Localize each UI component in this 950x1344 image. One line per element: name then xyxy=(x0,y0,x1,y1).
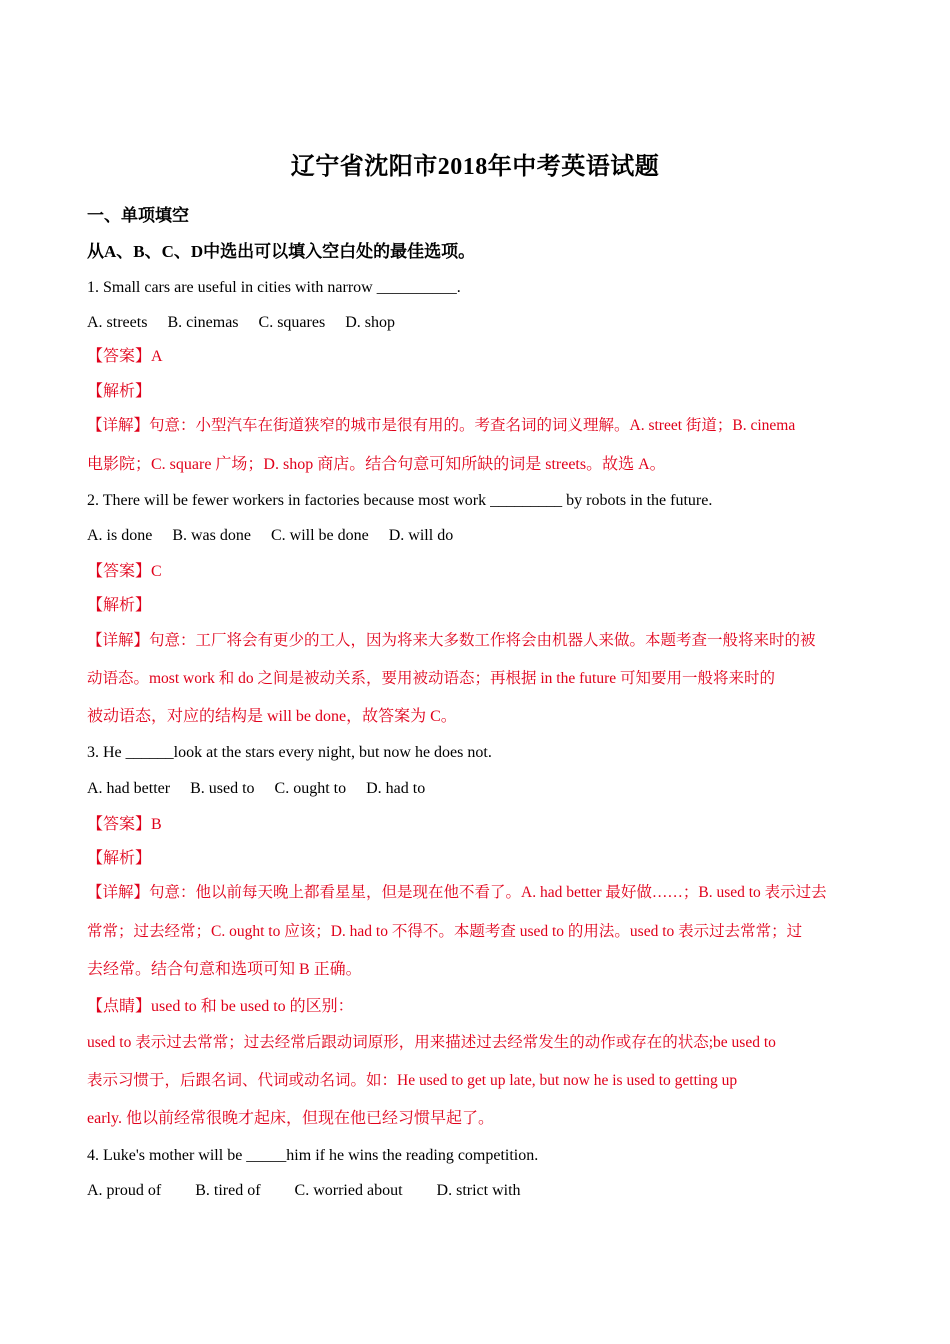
question-3-option-d: D. had to xyxy=(366,780,426,797)
question-1-detail-line-1: 【详解】句意：小型汽车在街道狭窄的城市是很有用的。考查名词的词义理解。A. street 街道；B. cinema xyxy=(87,417,796,434)
question-3-detail-line-2: 常常；过去经常；C. ought to 应该；D. had to 不得不。本题考查 used to 的用法。used to 表示过去常常；过 xyxy=(87,923,803,940)
question-4-stem: 4. Luke's mother will be _____him if he wins the reading competition. xyxy=(87,1147,539,1164)
question-2-option-b: B. was done xyxy=(172,527,251,544)
question-1-option-b: B. cinemas xyxy=(167,314,239,331)
question-4-option-d: D. strict with xyxy=(436,1182,521,1199)
question-1-options xyxy=(87,313,411,333)
question-2-option-c: C. will be done xyxy=(270,527,369,544)
question-3-analysis-label: 【解析】 xyxy=(87,850,152,867)
question-1-option-a: A. streets xyxy=(87,314,148,331)
question-3-detail-line-3: 去经常。结合句意和选项可知 B 正确。 xyxy=(87,961,362,978)
question-2-options xyxy=(87,526,469,546)
question-4-option-a: A. proud of xyxy=(87,1182,162,1199)
question-1-option-c: C. squares xyxy=(258,314,326,331)
question-2-detail-line-2: 动语态。most work 和 do 之间是被动关系，要用被动语态；再根据 in the future 可知要用一般将来时的 xyxy=(87,670,776,687)
question-2-answer: 【答案】C xyxy=(87,563,162,580)
question-3-options xyxy=(87,779,441,799)
question-3-detail-line-1: 【详解】句意：他以前每天晚上都看星星，但是现在他不看了。A. had better 最好做……；B. used to 表示过去 xyxy=(87,884,827,901)
question-4-option-c: C. worried about xyxy=(294,1182,403,1199)
question-3-option-b: B. used to xyxy=(190,780,255,797)
question-3-stem: 3. He ______look at the stars every night, but now he does not. xyxy=(87,744,492,761)
question-3-tip-line-2: used to 表示过去常常；过去经常后跟动词原形，用来描述过去经常发生的动作或存在的状态;be used to xyxy=(87,1034,776,1051)
question-2-analysis-label: 【解析】 xyxy=(87,597,152,614)
question-3-tip-line-3: 表示习惯于，后跟名词、代词或动名词。如：He used to get up late, but now he is used to getting up xyxy=(87,1072,738,1089)
question-3-answer: 【答案】B xyxy=(87,816,162,833)
question-2-detail-line-1: 【详解】句意：工厂将会有更少的工人，因为将来大多数工作将会由机器人来做。本题考查一般将来时的被 xyxy=(87,632,816,649)
question-1-stem: 1. Small cars are useful in cities with narrow __________. xyxy=(87,279,461,296)
section-heading: 一、单项填空 xyxy=(87,206,189,225)
page-title: 辽宁省沈阳市2018年中考英语试题 xyxy=(290,154,660,180)
question-1-detail-line-2: 电影院；C. square 广场；D. shop 商店。结合句意可知所缺的词是 streets。故选 A。 xyxy=(87,456,666,473)
question-2-detail-line-3: 被动语态，对应的结构是 will be done，故答案为 C。 xyxy=(87,708,457,725)
question-1-answer: 【答案】A xyxy=(87,348,163,365)
question-3-tip-line-4: early. 他以前经常很晚才起床，但现在他已经习惯早起了。 xyxy=(87,1110,494,1127)
section-instruction: 从A、B、C、D中选出可以填入空白处的最佳选项。 xyxy=(87,242,476,261)
question-1-analysis-label: 【解析】 xyxy=(87,383,152,400)
question-2-option-d: D. will do xyxy=(388,527,454,544)
question-2-stem: 2. There will be fewer workers in factories because most work _________ by robots in the future. xyxy=(87,492,713,509)
question-2-option-a: A. is done xyxy=(87,527,153,544)
question-4-options xyxy=(87,1181,551,1201)
question-3-option-c: C. ought to xyxy=(274,780,347,797)
question-3-tip-line-1: 【点睛】used to 和 be used to 的区别： xyxy=(87,998,354,1015)
question-3-option-a: A. had better xyxy=(87,780,171,797)
question-1-option-d: D. shop xyxy=(345,314,395,331)
question-4-option-b: B. tired of xyxy=(195,1182,261,1199)
